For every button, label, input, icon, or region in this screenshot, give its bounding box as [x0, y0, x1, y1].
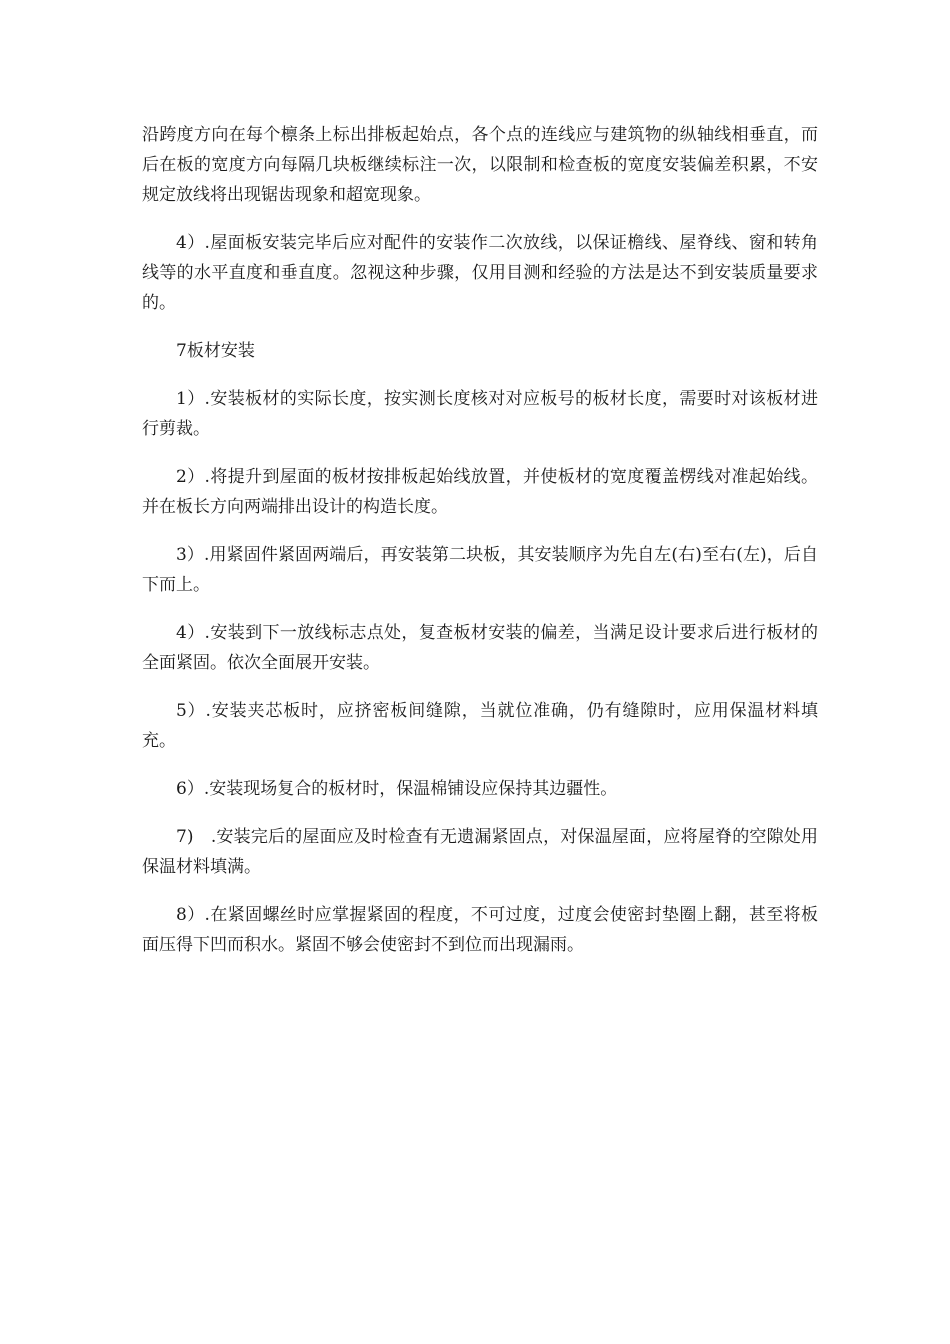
- paragraph-layout-continuation: 沿跨度方向在每个檩条上标出排板起始点，各个点的连线应与建筑物的纵轴线相垂直，而后在板的宽度方向每隔几块板继续标注一次，以限制和检查板的宽度安装偏差积累，不安规定放线将出现锯齿现象和超宽现象。: [142, 125, 818, 205]
- paragraph-step-2: 2）.将提升到屋面的板材按排板起始线放置，并使板材的宽度覆盖楞线对准起始线。并在板长方向两端排出设计的构造长度。: [142, 467, 818, 517]
- paragraph-step-3: 3）.用紧固件紧固两端后，再安装第二块板，其安装顺序为先自左(右)至右(左)，后自下而上。: [142, 545, 818, 595]
- paragraph-step-4: 4）.安装到下一放线标志点处，复查板材安装的偏差，当满足设计要求后进行板材的全面紧固。依次全面展开安装。: [142, 623, 818, 673]
- paragraph-step-1: 1）.安装板材的实际长度，按实测长度核对对应板号的板材长度，需要时对该板材进行剪裁。: [142, 389, 818, 439]
- paragraph-step-7: 7) .安装完后的屋面应及时检查有无遗漏紧固点，对保温屋面，应将屋脊的空隙处用保温材料填满。: [142, 827, 818, 877]
- paragraph-step-8: 8）.在紧固螺丝时应掌握紧固的程度，不可过度，过度会使密封垫圈上翻，甚至将板面压得下凹而积水。紧固不够会使密封不到位而出现漏雨。: [142, 905, 818, 955]
- paragraph-step-4-secondary-layout: 4）.屋面板安装完毕后应对配件的安装作二次放线，以保证檐线、屋脊线、窗和转角线等的水平直度和垂直度。忽视这种步骤，仅用目测和经验的方法是达不到安装质量要求的。: [142, 233, 818, 313]
- document-body: [142, 120, 818, 978]
- section-heading-panel-installation: 7板材安装: [176, 341, 255, 361]
- paragraph-step-6: 6）.安装现场复合的板材时，保温棉铺设应保持其边疆性。: [176, 779, 618, 799]
- paragraph-step-5: 5）.安装夹芯板时，应挤密板间缝隙，当就位准确，仍有缝隙时，应用保温材料填充。: [142, 701, 818, 751]
